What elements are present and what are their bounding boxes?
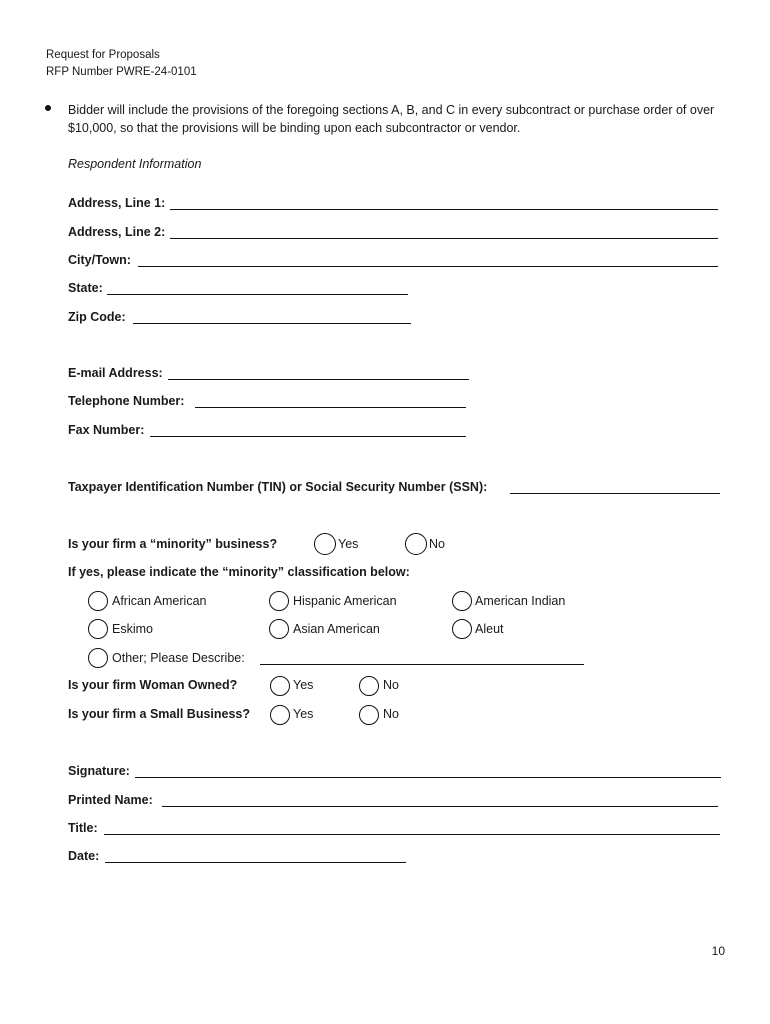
tin-field[interactable] [510,493,720,494]
title-field[interactable] [104,834,720,835]
african-american-radio[interactable] [88,591,108,611]
asian-american-label: Asian American [293,622,380,636]
minority-yes-label: Yes [338,537,359,551]
classification-prompt: If yes, please indicate the “minority” classification below: [68,565,410,579]
header-title: Request for Proposals [46,49,160,61]
state-label: State: [68,281,103,295]
printed-name-field[interactable] [162,806,718,807]
minority-question: Is your firm a “minority” business? [68,537,278,551]
asian-american-radio[interactable] [269,619,289,639]
american-indian-radio[interactable] [452,591,472,611]
fax-field[interactable] [150,436,466,437]
rfp-number: RFP Number PWRE-24-0101 [46,66,197,78]
signature-field[interactable] [135,777,721,778]
fax-label: Fax Number: [68,423,145,437]
eskimo-label: Eskimo [112,622,153,636]
telephone-label: Telephone Number: [68,394,185,408]
small-business-question: Is your firm a Small Business? [68,707,251,721]
minority-no-label: No [429,537,445,551]
email-label: E-mail Address: [68,366,163,380]
email-field[interactable] [168,379,469,380]
other-describe-field[interactable] [260,664,584,665]
other-label: Other; Please Describe: [112,651,245,665]
address-line2-label: Address, Line 2: [68,225,166,239]
aleut-label: Aleut [475,622,504,636]
city-field[interactable] [138,266,718,267]
other-radio[interactable] [88,648,108,668]
african-american-label: African American [112,594,207,608]
address-line2-field[interactable] [170,238,718,239]
small-business-no-label: No [383,707,399,721]
bullet-icon [45,105,51,111]
hispanic-american-label: Hispanic American [293,594,397,608]
printed-name-label: Printed Name: [68,793,153,807]
woman-owned-no-label: No [383,678,399,692]
aleut-radio[interactable] [452,619,472,639]
minority-yes-radio[interactable] [314,533,336,555]
hispanic-american-radio[interactable] [269,591,289,611]
minority-no-radio[interactable] [405,533,427,555]
page-number: 10 [711,944,725,958]
address-line1-label: Address, Line 1: [68,196,166,210]
date-field[interactable] [105,862,406,863]
address-line1-field[interactable] [170,209,718,210]
woman-owned-question: Is your firm Woman Owned? [68,678,238,692]
title-label: Title: [68,821,98,835]
city-label: City/Town: [68,253,131,267]
section-title: Respondent Information [68,157,202,171]
signature-label: Signature: [68,764,130,778]
eskimo-radio[interactable] [88,619,108,639]
small-business-yes-radio[interactable] [270,705,290,725]
date-label: Date: [68,849,100,863]
small-business-no-radio[interactable] [359,705,379,725]
woman-owned-no-radio[interactable] [359,676,379,696]
telephone-field[interactable] [195,407,466,408]
small-business-yes-label: Yes [293,707,314,721]
bullet-paragraph: Bidder will include the provisions of the foregoing sections A, B, and C in every subcontract or purchase order of over $10,000, so that the provisions will be binding upon each subcontractor or vendor. [68,103,715,135]
american-indian-label: American Indian [475,594,566,608]
zip-field[interactable] [133,323,411,324]
woman-owned-yes-label: Yes [293,678,314,692]
tin-label: Taxpayer Identification Number (TIN) or Social Security Number (SSN): [68,480,488,494]
state-field[interactable] [107,294,408,295]
zip-label: Zip Code: [68,310,126,324]
woman-owned-yes-radio[interactable] [270,676,290,696]
